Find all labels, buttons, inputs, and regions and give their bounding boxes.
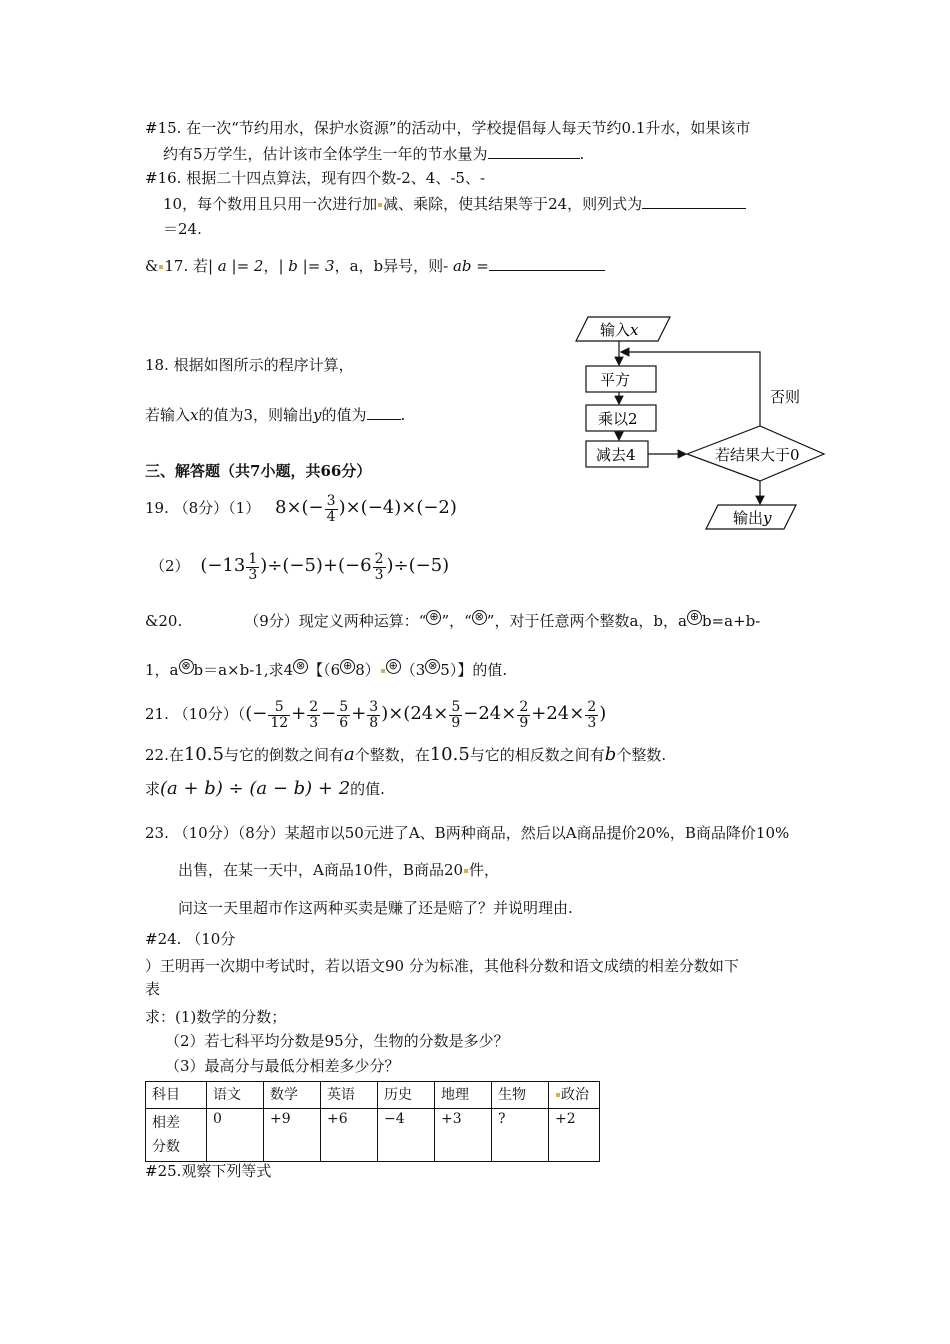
q22-line1e: 个整数. bbox=[616, 746, 667, 764]
q20-line2d: 8） bbox=[355, 661, 380, 679]
q22-line2 bbox=[145, 779, 385, 799]
row-label-line1: 相差 bbox=[152, 1115, 180, 1131]
program-flowchart bbox=[570, 305, 830, 540]
marker-dot bbox=[556, 1093, 560, 1097]
q18-line2c: 的值为 bbox=[321, 406, 367, 424]
q24-line2: ）王明再一次期中考试时，若以语文90 分为标准，其他科分数和语文成绩的相差分数如下 bbox=[145, 957, 739, 975]
q20-text4: b=a+b- bbox=[701, 612, 761, 630]
q21-f1d: 12 bbox=[270, 714, 289, 731]
q16-line3: ＝24. bbox=[163, 220, 202, 238]
q21-op1: + bbox=[291, 703, 307, 724]
table-cell: −4 bbox=[378, 1109, 435, 1162]
q16-line1: #16. 根据二十四点算法，现有四个数-2、4、-5、- bbox=[145, 169, 486, 187]
q23-line3: 问这一天里超市作这两种买卖是赚了还是赔了？并说明理由. bbox=[178, 899, 573, 917]
q20-line2f: 5）】的值. bbox=[440, 661, 508, 679]
flow-output-var: y bbox=[763, 509, 772, 527]
table-cell: +9 bbox=[264, 1109, 321, 1162]
q21-f6d: 9 bbox=[519, 714, 529, 731]
q19-p1-b: )×(−4)×(−2) bbox=[338, 497, 457, 518]
q19-p2-den1: 3 bbox=[248, 566, 258, 583]
q22-line1a: 22.在 bbox=[145, 746, 184, 764]
q17-expr: - ab = bbox=[443, 257, 489, 275]
q20-text1: （9分）现定义两种运算：“ bbox=[244, 612, 427, 630]
q21-op2: − bbox=[321, 703, 337, 724]
q24-sub3: （3）最高分与最低分相差多少分？ bbox=[165, 1057, 400, 1075]
q19-label2: （2） bbox=[150, 557, 190, 575]
q22-line2a: 求 bbox=[145, 780, 161, 798]
flow-input-label: 输入 bbox=[600, 321, 631, 339]
q15-line2-text: 约有5万学生，估计该市全体学生一年的节水量为 bbox=[163, 145, 488, 163]
q17-comma: ， bbox=[263, 257, 279, 275]
q21-f7d: 3 bbox=[587, 714, 597, 731]
q20-line2a: 1，a bbox=[145, 661, 179, 679]
q16-answer-blank bbox=[642, 194, 746, 209]
q23-line2a: 出售，在某一天中，A商品10件，B商品20 bbox=[178, 861, 464, 879]
q18-var-y: y bbox=[313, 406, 322, 424]
table-header-cell bbox=[549, 1082, 600, 1109]
q19-label: 19. （8分）（1） bbox=[145, 499, 261, 517]
table-cell: 0 bbox=[207, 1109, 264, 1162]
q21-f4d: 8 bbox=[369, 714, 379, 731]
q21-f4n: 3 bbox=[369, 698, 379, 715]
q21-label: 21. （10分）（ bbox=[145, 705, 246, 723]
q22-line1d: 与它的相反数之间有 bbox=[469, 746, 605, 764]
q21-f7n: 2 bbox=[587, 698, 597, 715]
circle-times-icon: ⊗ bbox=[472, 610, 487, 625]
marker-dot bbox=[381, 669, 385, 673]
q21-f5d: 9 bbox=[451, 714, 461, 731]
q23-line2b: 件， bbox=[469, 861, 500, 879]
q19-p2-num1: 1 bbox=[248, 550, 258, 567]
q21-frac5 bbox=[449, 700, 462, 731]
q25-line1: #25.观察下列等式 bbox=[145, 1162, 272, 1180]
flow-else-label: 否则 bbox=[770, 388, 801, 406]
circle-times-icon: ⊗ bbox=[293, 659, 308, 674]
table-header-cell: 生物 bbox=[492, 1082, 549, 1109]
circle-plus-icon: ⊕ bbox=[340, 659, 355, 674]
q21-line bbox=[145, 696, 606, 732]
q16-line2 bbox=[163, 194, 746, 214]
q22-var-a: a bbox=[343, 744, 355, 765]
q21-e: ) bbox=[599, 703, 607, 724]
q19-p2-den2: 3 bbox=[374, 566, 384, 583]
q19-p2-a: (−13 bbox=[200, 555, 246, 576]
q18-line2 bbox=[145, 405, 405, 425]
q15-line1: #15. 在一次“节约用水，保护水资源”的活动中，学校提倡每人每天节约0.1升水，如果该市 bbox=[145, 119, 751, 137]
table-row bbox=[146, 1109, 600, 1162]
q21-f1n: 5 bbox=[268, 700, 290, 716]
flow-step3-label: 减去4 bbox=[596, 446, 636, 464]
circle-times-icon: ⊗ bbox=[425, 659, 440, 674]
q19-p1-num: 3 bbox=[326, 492, 336, 509]
q23-line1: 23. （10分）（8分）某超市以50元进了A、B两种商品，然后以A商品提价20%，B商品降价10% bbox=[145, 824, 790, 842]
q22-line1 bbox=[145, 745, 666, 765]
table-cell: +6 bbox=[321, 1109, 378, 1162]
circle-plus-icon: ⊕ bbox=[426, 610, 441, 625]
q15-line2-end: . bbox=[579, 145, 585, 163]
table-cell: +3 bbox=[435, 1109, 492, 1162]
q15-line2 bbox=[163, 144, 584, 164]
q16-line2b: 减、乘除，使其结果等于24，则列式为 bbox=[383, 195, 643, 213]
table-header-politics: 政治 bbox=[561, 1087, 589, 1103]
q19-p2-b: )÷(−5)+(−6 bbox=[260, 555, 372, 576]
score-difference-table bbox=[145, 1081, 600, 1162]
table-header-cell: 科目 bbox=[146, 1082, 207, 1109]
q17-line bbox=[145, 256, 605, 276]
q24-line3: 表 bbox=[145, 980, 161, 998]
q20-label: &20. bbox=[145, 612, 183, 630]
q18-line1: 18. 根据如图所示的程序计算， bbox=[145, 356, 354, 374]
q23-line2 bbox=[178, 860, 499, 880]
q21-b: )×(24× bbox=[381, 703, 449, 724]
flow-output-label: 输出 bbox=[733, 509, 764, 527]
q21-frac6 bbox=[517, 700, 530, 731]
marker-dot bbox=[378, 203, 382, 207]
q21-c: −24× bbox=[463, 703, 517, 724]
q21-f6n: 2 bbox=[519, 698, 529, 715]
flow-condition-label: 若结果大于0 bbox=[715, 446, 800, 464]
q21-frac2 bbox=[307, 700, 320, 731]
q19-p2-frac2 bbox=[373, 552, 386, 583]
svg-text:输入x bbox=[600, 321, 639, 339]
q19-p1-den: 4 bbox=[326, 508, 336, 525]
q17-mid: ，a，b异号，则 bbox=[334, 257, 444, 275]
q15-answer-blank bbox=[488, 144, 580, 159]
table-header-cell: 地理 bbox=[435, 1082, 492, 1109]
q16-line2a: 10，每个数用且只用一次进行加 bbox=[163, 195, 378, 213]
circle-times-icon: ⊗ bbox=[179, 659, 194, 674]
q20-line2e: （3 bbox=[400, 661, 426, 679]
table-row-label bbox=[146, 1109, 207, 1162]
table-cell: ? bbox=[492, 1109, 549, 1162]
q21-f2n: 2 bbox=[309, 698, 319, 715]
q20-line2 bbox=[145, 659, 507, 680]
q22-n1: 10.5 bbox=[183, 744, 224, 765]
q18-line2b: 的值为3，则输出 bbox=[198, 406, 314, 424]
q22-n2: 10.5 bbox=[429, 744, 470, 765]
q19-p2-num2: 2 bbox=[374, 550, 384, 567]
circle-plus-icon: ⊕ bbox=[687, 610, 702, 625]
table-cell: +2 bbox=[549, 1109, 600, 1162]
q18-line2d: . bbox=[400, 406, 406, 424]
q20-line1 bbox=[145, 610, 760, 631]
q17-num: 17. 若 bbox=[164, 257, 208, 275]
table-header-cell: 数学 bbox=[264, 1082, 321, 1109]
q17-abs-b: | b |= 3 bbox=[278, 257, 335, 275]
marker-dot bbox=[159, 265, 163, 269]
q21-f3n: 5 bbox=[339, 698, 349, 715]
q19-p1-a: 8×(− bbox=[275, 497, 324, 518]
row-label-line2: 分数 bbox=[152, 1139, 180, 1155]
q17-answer-blank bbox=[489, 256, 605, 271]
q22-line2b: 的值. bbox=[350, 780, 385, 798]
q22-line1c: 个整数，在 bbox=[354, 746, 430, 764]
q21-frac4 bbox=[367, 700, 380, 731]
q24-sub1: 求：(1)数学的分数； bbox=[145, 1008, 287, 1026]
q21-d: +24× bbox=[531, 703, 585, 724]
q20-line2c: 【（6 bbox=[308, 661, 341, 679]
q19-p2-frac1 bbox=[246, 552, 259, 583]
q17-abs-a: | a |= 2 bbox=[207, 257, 264, 275]
flow-step1-label: 平方 bbox=[600, 371, 631, 389]
q21-frac3 bbox=[337, 700, 350, 731]
q19-part2 bbox=[150, 548, 449, 584]
circle-plus-icon: ⊕ bbox=[386, 659, 401, 674]
q22-line1b: 与它的倒数之间有 bbox=[223, 746, 344, 764]
q20-text2: ”，“ bbox=[441, 612, 472, 630]
q21-f3d: 6 bbox=[339, 714, 349, 731]
q24-line1: #24. （10分 bbox=[145, 930, 236, 948]
q21-frac7 bbox=[585, 700, 598, 731]
q18-answer-blank bbox=[367, 405, 401, 420]
q21-a: (− bbox=[245, 703, 268, 724]
q21-f2d: 3 bbox=[309, 714, 319, 731]
svg-text:输出y bbox=[733, 509, 772, 527]
table-header-cell: 历史 bbox=[378, 1082, 435, 1109]
q22-expr: (a + b) ÷ (a − b) + 2 bbox=[160, 778, 351, 799]
flow-step2-label: 乘以2 bbox=[598, 410, 638, 428]
q19-p2-c: )÷(−5) bbox=[386, 555, 450, 576]
q17-prefix: & bbox=[145, 257, 159, 275]
marker-dot bbox=[464, 869, 468, 873]
q19-p1-frac bbox=[325, 494, 338, 525]
q21-f5n: 5 bbox=[451, 698, 461, 715]
q24-sub2: （2）若七科平均分数是95分，生物的分数是多少？ bbox=[165, 1032, 509, 1050]
q21-frac1 bbox=[268, 700, 290, 731]
table-header-cell: 语文 bbox=[207, 1082, 264, 1109]
q20-text3: ”，对于任意两个整数a，b，a bbox=[486, 612, 687, 630]
q21-op3: + bbox=[351, 703, 367, 724]
q22-var-b: b bbox=[604, 744, 617, 765]
q18-line2a: 若输入 bbox=[145, 406, 191, 424]
table-header-row bbox=[146, 1082, 600, 1109]
q18-var-x: x bbox=[190, 406, 199, 424]
flow-input-var: x bbox=[630, 321, 639, 339]
q20-line2b: b＝a×b-1,求4 bbox=[193, 661, 294, 679]
section3-title: 三、解答题（共7小题，共66分） bbox=[145, 462, 372, 480]
table-header-cell: 英语 bbox=[321, 1082, 378, 1109]
q19-part1 bbox=[145, 490, 457, 526]
